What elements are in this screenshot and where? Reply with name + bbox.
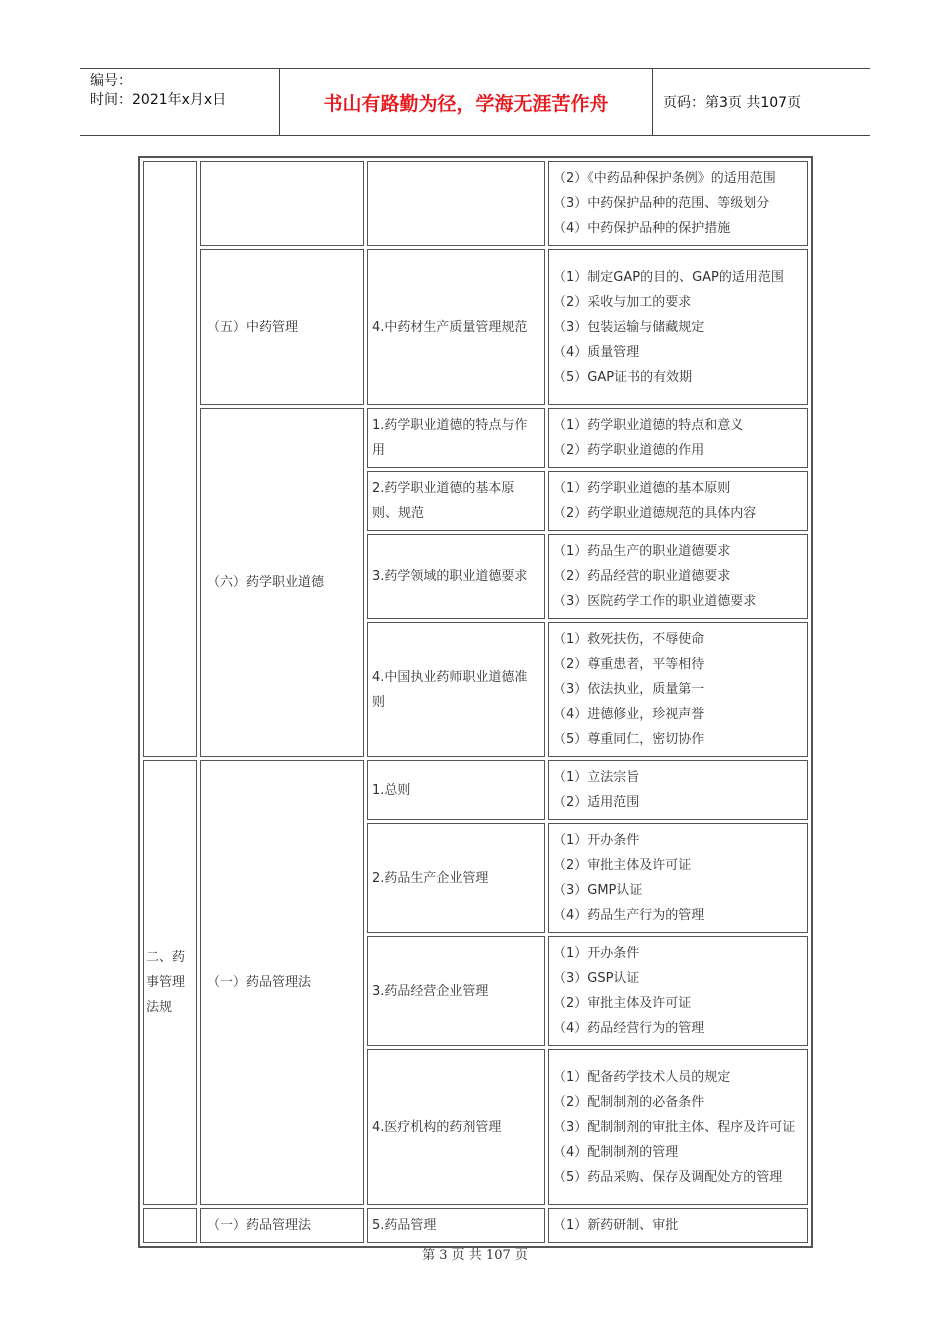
point-item: （1）开办条件 xyxy=(553,833,640,848)
points-cell xyxy=(548,471,808,531)
header-motto: 书山有路勤为径，学海无涯苦作舟 xyxy=(280,69,653,135)
point-item: （1）药学职业道德的基本原则 xyxy=(553,481,731,496)
category-cell xyxy=(143,1208,197,1243)
point-item: （3）GMP认证 xyxy=(553,883,643,898)
number-label: 编号： xyxy=(90,73,132,89)
points-cell xyxy=(548,161,808,246)
topic-cell: 3.药学领域的职业道德要求 xyxy=(367,534,545,619)
time-label: 时间：2021年x月x日 xyxy=(90,92,227,108)
table-row xyxy=(143,1208,808,1243)
points-cell xyxy=(548,760,808,820)
point-item: （4）配制制剂的管理 xyxy=(553,1144,679,1160)
points-cell xyxy=(548,622,808,757)
point-item: （5）尊重同仁，密切协作 xyxy=(553,732,705,747)
point-item: （2）药学职业道德规范的具体内容 xyxy=(553,506,757,521)
topic-cell: 1.总则 xyxy=(367,760,545,820)
header-meta xyxy=(80,69,280,135)
point-item: （3）依法执业，质量第一 xyxy=(553,682,705,697)
section-cell xyxy=(200,161,364,246)
point-item: （2）采收与加工的要求 xyxy=(553,294,692,310)
topic-cell: 1.药学职业道德的特点与作用 xyxy=(367,408,545,468)
section-cell: （五）中药管理 xyxy=(200,249,364,405)
header-page-label: 页码：第3页 共107页 xyxy=(663,95,802,111)
point-item: （3）中药保护品种的范围、等级划分 xyxy=(553,196,770,211)
point-item: （2）药学职业道德的作用 xyxy=(553,443,705,458)
points-cell xyxy=(548,1208,808,1243)
point-item: （1）药品生产的职业道德要求 xyxy=(553,544,731,559)
category-cell: 二、药事管理法规 xyxy=(143,760,197,1205)
topic-cell: 4.中国执业药师职业道德准则 xyxy=(367,622,545,757)
page-header xyxy=(80,68,870,136)
point-item: （1）救死扶伤，不辱使命 xyxy=(553,632,705,647)
point-item: （4）药品生产行为的管理 xyxy=(553,908,705,923)
table-row xyxy=(143,408,808,468)
section-cell: （一）药品管理法 xyxy=(200,760,364,1205)
points-cell xyxy=(548,936,808,1046)
topic-cell: 2.药学职业道德的基本原则、规范 xyxy=(367,471,545,531)
point-item: （1）开办条件 xyxy=(553,946,640,961)
table-row xyxy=(143,760,808,820)
point-item: （1）新药研制、审批 xyxy=(553,1218,679,1233)
point-item: （2）审批主体及许可证 xyxy=(553,858,692,873)
point-item: （2）尊重患者，平等相待 xyxy=(553,657,705,672)
category-cell xyxy=(143,161,197,757)
point-item: （3）包装运输与储藏规定 xyxy=(553,319,705,335)
point-item: （2）审批主体及许可证 xyxy=(553,996,692,1011)
point-item: （4）中药保护品种的保护措施 xyxy=(553,221,731,236)
topic-cell: 5.药品管理 xyxy=(367,1208,545,1243)
point-item: （2）药品经营的职业道德要求 xyxy=(553,569,731,584)
point-item: （1）配备药学技术人员的规定 xyxy=(553,1069,731,1085)
point-item: （2）适用范围 xyxy=(553,795,640,810)
point-item: （1）立法宗旨 xyxy=(553,770,640,785)
point-item: （5）GAP证书的有效期 xyxy=(553,369,693,385)
points-cell xyxy=(548,1049,808,1205)
point-item: （4）质量管理 xyxy=(553,344,640,360)
topic-cell: 4.中药材生产质量管理规范 xyxy=(367,249,545,405)
page-footer: 第 3 页 共 107 页 xyxy=(422,1248,528,1263)
topic-cell xyxy=(367,161,545,246)
point-item: （1）药学职业道德的特点和意义 xyxy=(553,418,744,433)
table-row xyxy=(143,249,808,405)
point-item: （3）配制制剂的审批主体、程序及许可证 xyxy=(553,1119,796,1135)
point-item: （5）药品采购、保存及调配处方的管理 xyxy=(553,1169,783,1185)
point-item: （4）进德修业，珍视声誉 xyxy=(553,707,705,722)
point-item: （2）配制制剂的必备条件 xyxy=(553,1094,705,1110)
point-item: （2）《中药品种保护条例》的适用范围 xyxy=(553,171,776,186)
topic-cell: 2.药品生产企业管理 xyxy=(367,823,545,933)
syllabus-table xyxy=(138,156,813,1248)
points-cell xyxy=(548,408,808,468)
topic-cell: 4.医疗机构的药剂管理 xyxy=(367,1049,545,1205)
topic-cell: 3.药品经营企业管理 xyxy=(367,936,545,1046)
points-cell xyxy=(548,249,808,405)
points-cell xyxy=(548,823,808,933)
section-cell: （六）药学职业道德 xyxy=(200,408,364,757)
table-row xyxy=(143,161,808,246)
section-cell: （一）药品管理法 xyxy=(200,1208,364,1243)
point-item: （3）GSP认证 xyxy=(553,971,640,986)
point-item: （1）制定GAP的目的、GAP的适用范围 xyxy=(553,269,784,285)
point-item: （4）药品经营行为的管理 xyxy=(553,1021,705,1036)
points-cell xyxy=(548,534,808,619)
point-item: （3）医院药学工作的职业道德要求 xyxy=(553,594,757,609)
